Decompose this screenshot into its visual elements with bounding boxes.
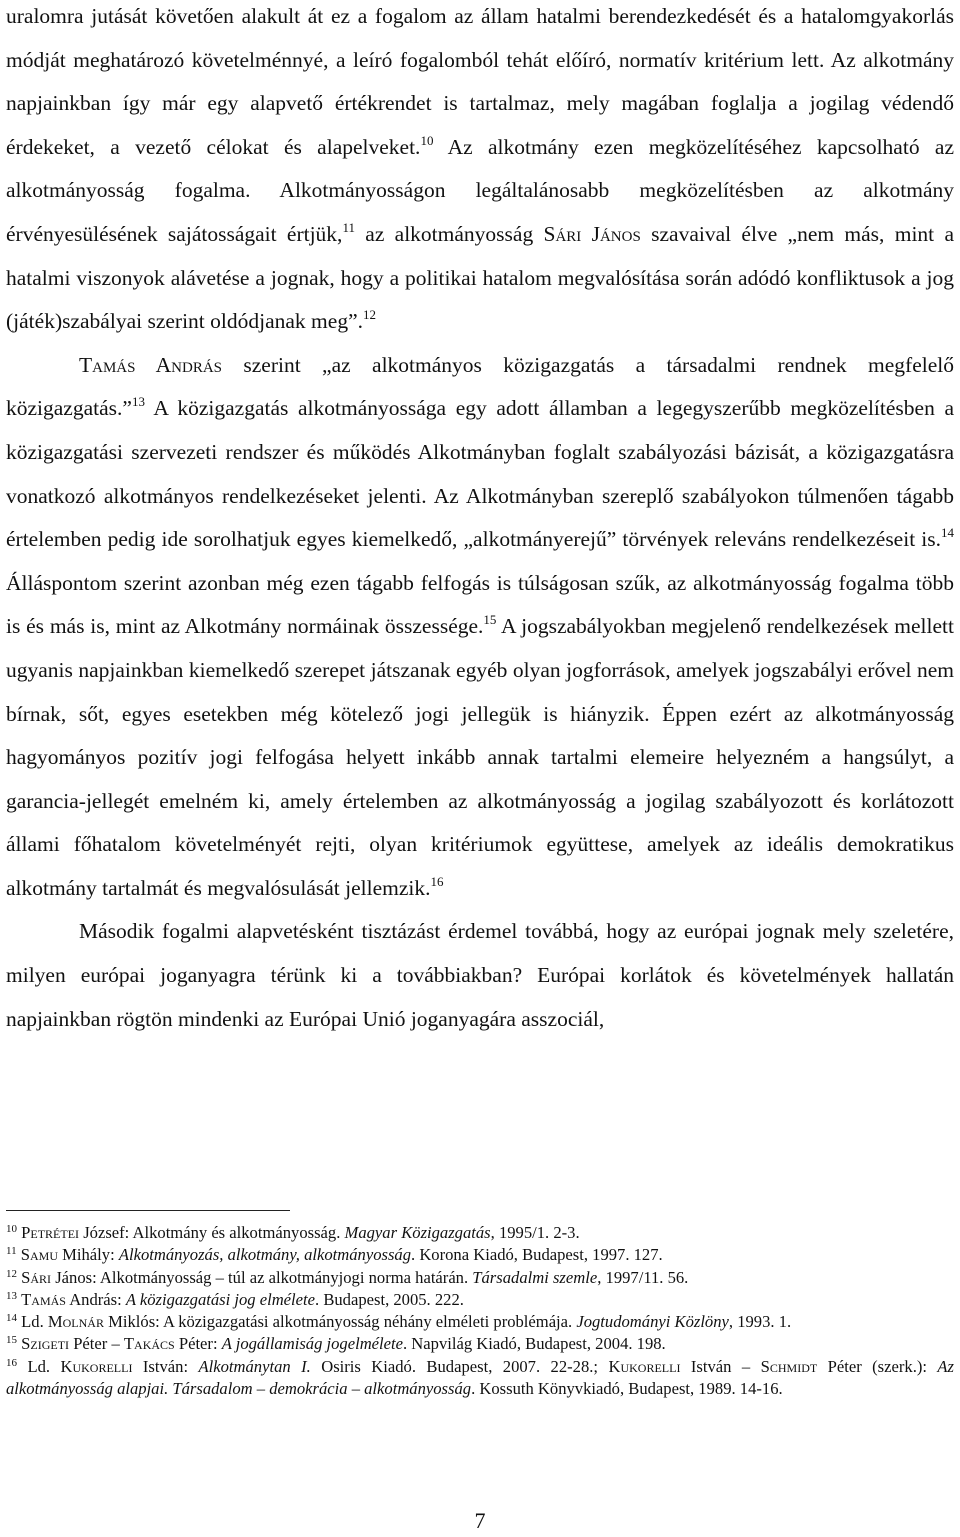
source-title: A jogállamiság jogelmélete [221,1334,403,1354]
text-span: szerint „az alkotmányos közigazgatás a társadalmi rendnek megfelelő közigazgatás.” [6,352,954,421]
footnote-ref-16[interactable]: 16 [430,873,444,889]
author-name: Tamás [21,1289,66,1309]
author-name: Sári János [543,221,641,246]
page-number: 7 [474,1508,486,1533]
text-span: Péter (szerk.): [817,1356,938,1376]
text-span: . Napvilág Kiadó, Budapest, 2004. 198. [403,1334,666,1354]
text-span: , 1993. 1. [728,1312,792,1332]
author-name: Petrétei [21,1223,80,1242]
footnote-number: 15 [6,1334,17,1347]
text-span: Péter: [174,1334,222,1354]
text-span: , 1997/11. 56. [597,1267,689,1287]
text-span: Miklós: A közigazgatási alkotmányosság néhány elméleti problémája. [103,1312,577,1332]
footnotes [6,1222,954,1400]
author-name: Takács [123,1334,175,1354]
footnote-10 [6,1222,954,1244]
paragraph-1 [6,0,954,344]
text-span: István: [132,1356,199,1376]
footnote-ref-11[interactable]: 11 [342,219,355,235]
author-name: Kukorelli [608,1356,681,1376]
author-name: Kukorelli [60,1356,133,1376]
author-name: Szigeti [21,1334,70,1354]
author-name: Sári [21,1267,52,1287]
text-span: az alkotmányosság [354,221,544,246]
footnote-ref-10[interactable]: 10 [420,132,434,148]
author-name: Schmidt [760,1356,818,1376]
source-title: Társadalmi szemle [472,1267,598,1287]
text-span: uralomra jutását követően alakult át ez a fogalom az állam hatalmi berendezkedését és a hatalomgyakorlás módját meghatározó követelménnyé, a leíró fogalomból tehát előíró, normatív kritérium lett. Az alkotmány napjainkban így már egy alapvető értékrendet is tartalmaz, mely magában foglalja a jogilag védendő érdekeket, a vezető célokat és alapelveket. [6,4,954,159]
text-span: Mihály: [57,1245,119,1265]
footnote-number: 10 [6,1223,17,1235]
source-title: A közigazgatási jog elmélete [125,1289,316,1309]
footnote-12 [6,1267,954,1289]
footnote-number: 14 [6,1312,17,1325]
text-span: szavaival élve „nem más, mint a hatalmi viszonyok alávetése a jognak, hogy a politikai hatalom megvalósítása során adódó konfliktusok a jog (játék)szabályai szerint oldódjanak meg”. [6,221,954,334]
source-title: Alkotmánytan I. [198,1356,311,1376]
text-span: . Korona Kiadó, Budapest, 1997. 127. [411,1245,663,1265]
footnote-number: 11 [6,1245,17,1258]
footnote-14 [6,1311,954,1333]
text-span: A közigazgatás alkotmányossága egy adott államban a legegyszerűbb megközelítésben a közigazgatási szervezeti rendszer és működés Alkotmányban foglalt szabályozási bázisát, a közigazgatásra vonatkozó alkotmányos rendelkezéseket jelenti. Az Alkotmányban szereplő szabályokon túlmenően tágabb értelemben pedig ide sorolhatjuk egyes kiemelkedő, „alkotmányerejű” törvények releváns rendelkezéseit is. [6,396,954,552]
paragraph-2 [6,344,954,911]
text-span: József: Alkotmány és alkotmányosság. [79,1223,345,1242]
source-title: Alkotmányozás, alkotmány, alkotmányosság [118,1245,412,1265]
footnote-number: 16 [6,1356,17,1369]
text-span: , 1995/1. 2-3. [490,1223,580,1242]
text-span: János: Alkotmányosság – túl az alkotmányjogi norma határán. [51,1267,473,1287]
text-span: Ld. [21,1312,48,1332]
text-span: . Budapest, 2005. 222. [315,1289,464,1309]
footnote-16 [6,1356,954,1401]
author-name: Molnár [47,1312,104,1332]
footnote-15 [6,1333,954,1355]
footnote-ref-12[interactable]: 12 [363,307,376,323]
body-text [6,0,954,1041]
footnote-separator [6,1210,290,1211]
source-title: Az alkotmányosság alapjai. Társadalom – demokrácia – alkotmányosság [6,1356,955,1399]
text-span: Péter – [69,1334,124,1354]
text-span: István – [680,1356,761,1376]
source-title: Magyar Közigazgatás [344,1223,491,1242]
author-name: Tamás András [79,352,223,377]
text-span: Osiris Kiadó. Budapest, 2007. 22-28.; [310,1356,609,1376]
footnote-ref-15[interactable]: 15 [483,612,497,628]
source-title: Jogtudományi Közlöny [576,1312,729,1332]
footnote-number: 12 [6,1267,17,1280]
text-span: Az alkotmány ezen megközelítéséhez kapcsolható az alkotmányosság fogalma. Alkotmányosságon legáltalánosabb megközelítésben az alkotmány érvényesülésének sajátosságait értjük, [6,134,954,246]
footnote-number: 13 [6,1289,17,1302]
text-span: A jogszabályokban megjelenő rendelkezések mellett ugyanis napjainkban kiemelkedő szerepet játszanak egyéb olyan jogforrások, amelyek jogszabályi erővel nem bírnak, sőt, egyes esetekben még kötelező jogi jellegük is hiányzik. Éppen ezért az alkotmányosság hagyományos pozitív jogi felfogása helyett inkább annak tartalmi elemeire helyezném a hangsúlyt, a garancia-jellegét emelném ki, amely értelemben az alkotmányosság a jogilag szabályozott és korlátozott állami főhatalom követelményét rejti, olyan kritériumok együttese, amelyek az ideális demokratikus alkotmány tartalmát és megvalósulását jellemzik. [6,614,954,900]
footnote-13 [6,1289,954,1311]
footnote-ref-14[interactable]: 14 [941,525,954,541]
author-name: Samu [20,1245,58,1265]
paragraph-3: Második fogalmi alapvetésként tisztázást érdemel továbbá, hogy az európai jognak mely szeletére, milyen európai joganyagra térünk ki a továbbiakban? Európai korlátok és követelmények hallatán napjainkban rögtön mindenki az Európai Unió joganyagára asszociál, [6,919,954,1031]
text-span: András: [65,1289,126,1309]
text-span: . Kossuth Könyvkiadó, Budapest, 1989. 14-16. [471,1379,783,1399]
footnote-11 [6,1244,954,1266]
text-span: Ld. [27,1356,61,1376]
footnote-ref-13[interactable]: 13 [131,394,145,410]
text-span: Álláspontom szerint azonban még ezen tágabb felfogás is túlságosan szűk, az alkotmányosság fogalma több is és más is, mint az Alkotmány normáinak összessége. [6,570,954,639]
